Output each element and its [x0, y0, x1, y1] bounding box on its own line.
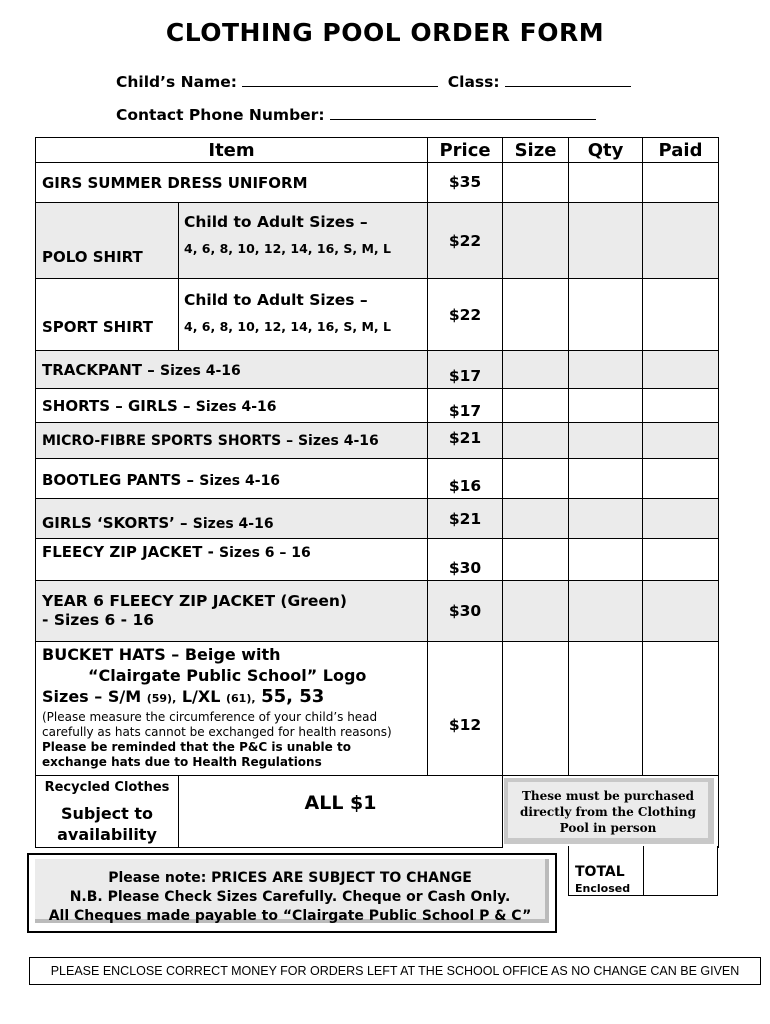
- item-cell: [36, 351, 428, 389]
- paid-cell[interactable]: [643, 423, 719, 459]
- table-row: [36, 499, 719, 539]
- size-cell[interactable]: [503, 581, 569, 642]
- order-table: [35, 137, 719, 848]
- notice-line3: All Cheques made payable to “Clairgate Public School P & C”: [48, 908, 532, 924]
- hats-note2: Please be reminded that the P&C is unable to exchange hats due to Health Regulations: [42, 740, 351, 769]
- item-name: GIRLS ‘SKORTS’ –: [42, 514, 188, 532]
- table-row: [36, 423, 719, 459]
- qty-cell[interactable]: [569, 581, 643, 642]
- price-cell: $35: [428, 163, 503, 203]
- price-cell: $21: [428, 423, 503, 459]
- table-row: [36, 163, 719, 203]
- price-cell: $17: [428, 351, 503, 389]
- phone-label: Contact Phone Number:: [116, 106, 325, 124]
- item-name: FLEECY ZIP JACKET -: [42, 543, 214, 561]
- header-item: Item: [36, 138, 428, 163]
- size-cell[interactable]: [503, 203, 569, 279]
- paid-cell[interactable]: [643, 581, 719, 642]
- qty-cell[interactable]: [569, 499, 643, 539]
- hats-line2: “Clairgate Public School” Logo: [88, 666, 367, 685]
- size-cell[interactable]: [503, 642, 569, 776]
- class-field[interactable]: [505, 72, 631, 87]
- qty-cell[interactable]: [569, 459, 643, 499]
- sizes-list: 4, 6, 8, 10, 12, 14, 16, S, M, L: [184, 319, 391, 334]
- table-row: [36, 279, 719, 351]
- total-box: [568, 846, 718, 896]
- qty-cell[interactable]: [569, 279, 643, 351]
- paid-cell[interactable]: [643, 642, 719, 776]
- qty-cell[interactable]: [569, 642, 643, 776]
- qty-cell[interactable]: [569, 203, 643, 279]
- item-name: BOOTLEG PANTS –: [42, 471, 195, 489]
- item-sizes: Sizes 4-16: [297, 432, 379, 449]
- item-sizes: Sizes 4-16: [192, 516, 274, 532]
- qty-cell[interactable]: [569, 539, 643, 581]
- paid-cell[interactable]: [643, 163, 719, 203]
- sizes-list: 4, 6, 8, 10, 12, 14, 16, S, M, L: [184, 241, 391, 256]
- qty-cell[interactable]: [569, 423, 643, 459]
- price-cell: $12: [428, 642, 503, 776]
- table-row: [36, 351, 719, 389]
- total-divider: [643, 846, 644, 895]
- purchase-note: [504, 778, 714, 844]
- paid-cell[interactable]: [643, 389, 719, 423]
- total-sub-label: Enclosed: [575, 882, 631, 895]
- price-cell: $21: [428, 499, 503, 539]
- price-cell: $22: [428, 203, 503, 279]
- paid-cell[interactable]: [643, 203, 719, 279]
- item-name: YEAR 6 FLEECY ZIP JACKET (Green): [42, 592, 348, 610]
- item-cell: [36, 539, 428, 581]
- table-row: [36, 459, 719, 499]
- item-cell: [36, 581, 428, 642]
- recycled-availability: availability: [57, 825, 157, 844]
- hats-cell: [36, 642, 428, 776]
- item-cell: GIRS SUMMER DRESS UNIFORM: [36, 163, 428, 203]
- size-cell[interactable]: [503, 163, 569, 203]
- table-row-hats: [36, 642, 719, 776]
- paid-cell[interactable]: [643, 499, 719, 539]
- hats-sm-num: (59),: [146, 692, 177, 705]
- header-qty: Qty: [569, 138, 643, 163]
- item-cell: POLO SHIRT: [36, 203, 179, 279]
- table-row: [36, 389, 719, 423]
- item-name: SHORTS – GIRLS –: [42, 396, 191, 415]
- hats-sizes: [42, 686, 427, 710]
- notice-text: [35, 869, 545, 926]
- item-cell: [36, 389, 428, 423]
- size-cell[interactable]: [503, 279, 569, 351]
- header-paid: Paid: [643, 138, 719, 163]
- recycled-label: Recycled Clothes: [44, 780, 170, 795]
- hats-extra-sizes: 55, 53: [261, 686, 325, 707]
- item-sizes: - Sizes 6 - 16: [42, 611, 155, 629]
- qty-cell[interactable]: [569, 389, 643, 423]
- hats-note1: (Please measure the circumference of your child’s head carefully as hats cannot be exchanged for health reasons): [42, 710, 392, 739]
- purchase-note-text: These must be purchased directly from the Clothing Pool in person: [508, 782, 708, 838]
- recycled-subject: Subject to: [60, 804, 154, 823]
- item-sizes: Sizes 4-16: [160, 362, 241, 379]
- sizes-cell: [179, 279, 428, 351]
- item-cell: [36, 499, 428, 539]
- price-cell: $16: [428, 459, 503, 499]
- header-price: Price: [428, 138, 503, 163]
- item-name: MICRO-FIBRE SPORTS SHORTS –: [42, 432, 294, 449]
- child-name-row: [116, 72, 631, 91]
- header-size: Size: [503, 138, 569, 163]
- size-cell[interactable]: [503, 351, 569, 389]
- notice-line1: Please note: PRICES ARE SUBJECT TO CHANGE: [108, 870, 472, 886]
- phone-field[interactable]: [330, 105, 596, 120]
- sizes-title: Child to Adult Sizes –: [184, 213, 368, 231]
- item-cell: [36, 423, 428, 459]
- qty-cell[interactable]: [569, 351, 643, 389]
- sizes-title: Child to Adult Sizes –: [184, 291, 368, 309]
- hats-sizes-label: Sizes – S/M: [42, 687, 142, 706]
- item-cell: SPORT SHIRT: [36, 279, 179, 351]
- size-cell[interactable]: [503, 459, 569, 499]
- item-sizes: Sizes 6 – 16: [219, 545, 311, 561]
- paid-cell[interactable]: [643, 351, 719, 389]
- paid-cell[interactable]: [643, 539, 719, 581]
- notice-inner: [35, 859, 549, 923]
- price-cell: $17: [428, 389, 503, 423]
- size-cell[interactable]: [503, 423, 569, 459]
- table-row: [36, 539, 719, 581]
- price-cell: $22: [428, 279, 503, 351]
- price-cell: $30: [428, 581, 503, 642]
- table-row: [36, 203, 719, 279]
- class-label: Class:: [447, 73, 500, 91]
- hats-lxl: L/XL: [181, 687, 221, 706]
- recycled-price: ALL $1: [179, 776, 503, 848]
- notice-line2: N.B. Please Check Sizes Carefully. Cheque or Cash Only.: [69, 889, 511, 905]
- price-cell: $30: [428, 539, 503, 581]
- notice-box: [27, 853, 557, 933]
- sizes-cell: [179, 203, 428, 279]
- item-cell: [36, 459, 428, 499]
- phone-row: [116, 105, 596, 124]
- paid-cell[interactable]: [643, 459, 719, 499]
- qty-cell[interactable]: [569, 163, 643, 203]
- table-row: [36, 581, 719, 642]
- item-sizes: Sizes 4-16: [199, 473, 281, 489]
- size-cell[interactable]: [503, 499, 569, 539]
- item-name: TRACKPANT –: [42, 360, 155, 379]
- footer-notice: PLEASE ENCLOSE CORRECT MONEY FOR ORDERS LEFT AT THE SCHOOL OFFICE AS NO CHANGE CAN BE GIVEN: [29, 957, 761, 985]
- recycled-cell: [36, 776, 179, 848]
- hats-lxl-num: (61),: [225, 692, 256, 705]
- hats-line1: BUCKET HATS – Beige with: [42, 645, 281, 664]
- form-title: CLOTHING POOL ORDER FORM: [165, 18, 605, 47]
- size-cell[interactable]: [503, 539, 569, 581]
- item-sizes: Sizes 4-16: [195, 398, 277, 415]
- paid-cell[interactable]: [643, 279, 719, 351]
- total-label: TOTAL: [575, 864, 625, 880]
- child-name-field[interactable]: [242, 72, 438, 87]
- child-name-label: Child’s Name:: [116, 73, 237, 91]
- size-cell[interactable]: [503, 389, 569, 423]
- table-header-row: [36, 138, 719, 163]
